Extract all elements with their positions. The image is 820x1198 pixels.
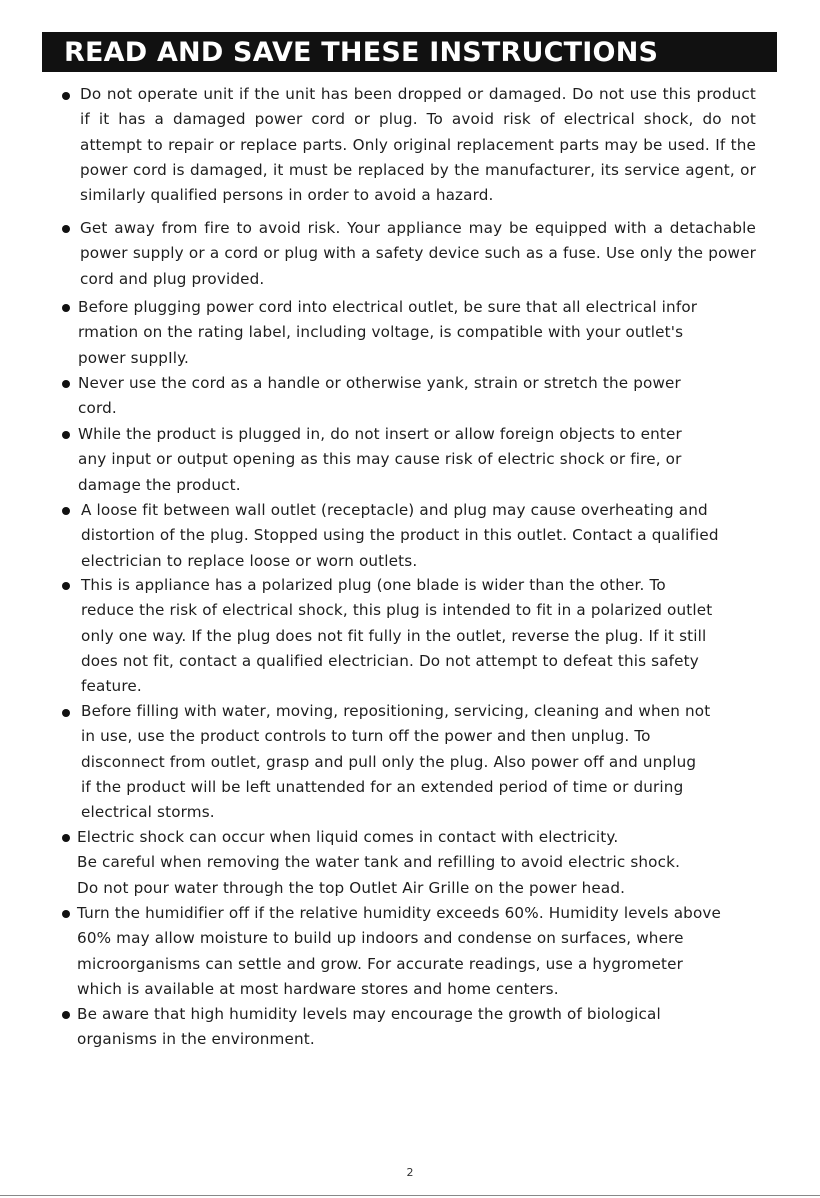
instruction-item: Be aware that high humidity levels may encourage the growth of biological organisms in the environment. xyxy=(77,1005,661,1049)
bullet-dot xyxy=(62,225,70,233)
instruction-item: Before filling with water, moving, repositioning, servicing, cleaning and when not in use, use the product controls to turn off the power and then unplug. To disconnect from outlet, grasp and pull only the plug. Also power off and unplug if the product will be left unattended for an extended period of time or during electrical storms. xyxy=(81,702,711,822)
instruction-item: Do not operate unit if the unit has been dropped or damaged. Do not use this product if it has a damaged power cord or plug. To avoid risk of electrical shock, do not attempt to repair or replace parts. Only original replacement parts may be used. If the power cord is damaged, it must be replaced by the manufacturer, its service agent, or similarly qualified persons in order to avoid a hazard. xyxy=(80,85,756,205)
instruction-item: This is appliance has a polarized plug (one blade is wider than the other. To reduce the risk of electrical shock, this plug is intended to fit in a polarized outlet only one way. If the plug does not fit fully in the outlet, reverse the plug. If it still does not fit, contact a qualified electrician. Do not attempt to defeat this safety feature. xyxy=(81,576,713,696)
instruction-item: Before plugging power cord into electrical outlet, be sure that all electrical infor rmation on the rating label, including voltage, is compatible with your outlet's power suppIly. xyxy=(78,298,698,367)
instruction-item: Electric shock can occur when liquid comes in contact with electricity. Be careful when removing the water tank and refilling to avoid electric shock. Do not pour water through the top Outlet Air Grille on the power head. xyxy=(77,828,681,897)
section-header-bar xyxy=(42,32,777,72)
bullet-dot xyxy=(62,507,70,515)
bullet-dot xyxy=(62,910,70,918)
bullet-dot xyxy=(62,709,70,717)
instruction-item: A loose fit between wall outlet (receptacle) and plug may cause overheating and distortion of the plug. Stopped using the product in this outlet. Contact a qualified electrician to replace loose or worn outlets. xyxy=(81,501,719,570)
instruction-item: Get away from fire to avoid risk. Your appliance may be equipped with a detachable power supply or a cord or plug with a safety device such as a fuse. Use only the power cord and plug provided. xyxy=(80,219,756,288)
bullet-dot xyxy=(62,380,70,388)
page-number: 2 xyxy=(406,1166,414,1179)
bullet-dot xyxy=(62,92,70,100)
bullet-dot xyxy=(62,1011,70,1019)
instruction-item: Never use the cord as a handle or otherwise yank, strain or stretch the power cord. xyxy=(78,374,681,418)
footer-divider xyxy=(0,1195,820,1196)
page-title: READ AND SAVE THESE INSTRUCTIONS xyxy=(64,37,659,68)
bullet-dot xyxy=(62,834,70,842)
instruction-item: Turn the humidifier off if the relative humidity exceeds 60%. Humidity levels above 60% may allow moisture to build up indoors and condense on surfaces, where microorganisms can settle and grow. For accurate readings, use a hygrometer which is available at most hardware stores and home centers. xyxy=(77,904,722,998)
bullet-dot xyxy=(62,304,70,312)
bullet-dot xyxy=(62,431,70,439)
instruction-item: While the product is plugged in, do not insert or allow foreign objects to enter any input or output opening as this may cause risk of electric shock or fire, or damage the product. xyxy=(78,425,682,494)
bullet-dot xyxy=(62,582,70,590)
